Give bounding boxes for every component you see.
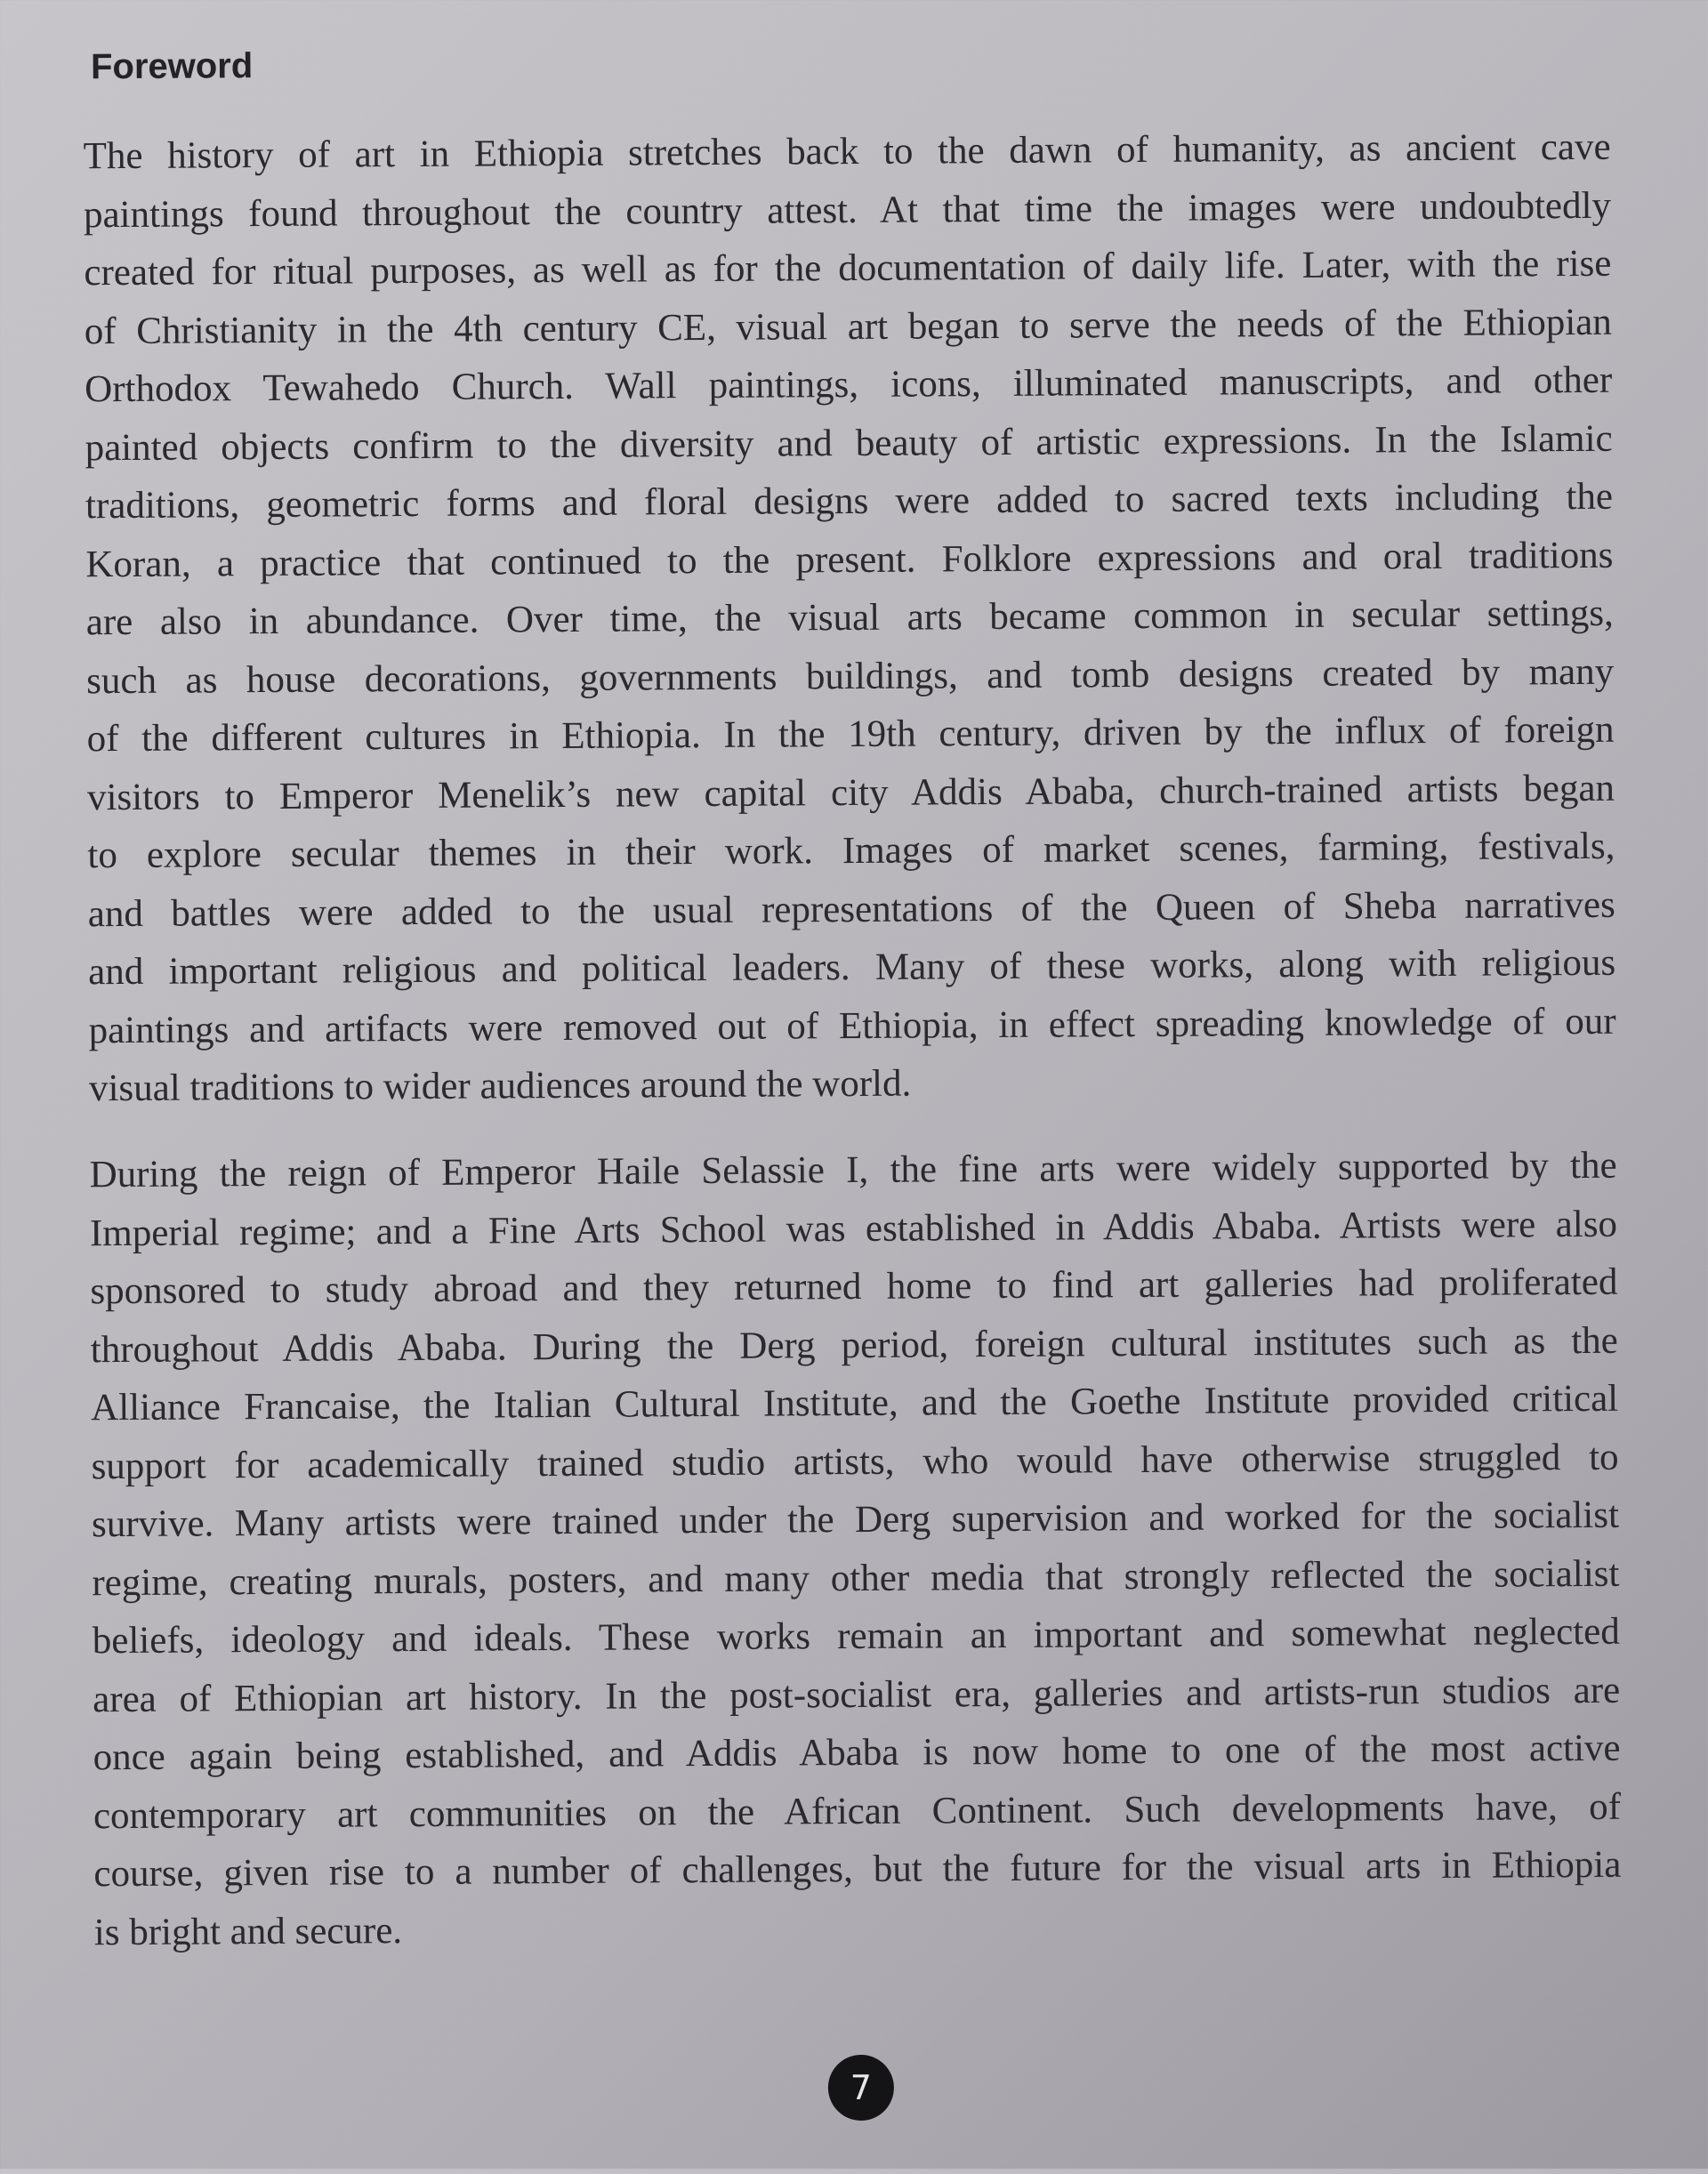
page-number-badge: 7: [828, 2055, 894, 2121]
paragraph-2: [89, 1137, 1622, 1961]
text-line: throughout Addis Ababa. During the Derg period, foreign cultural institutes such as the: [90, 1319, 1618, 1371]
text-line: is bright and secure.: [93, 1909, 403, 1953]
text-line: and important religious and political leaders. Many of these works, along with religious: [88, 941, 1616, 994]
text-line: regime, creating murals, posters, and many other media that strongly reflected the socialist: [92, 1552, 1620, 1604]
text-line: Imperial regime; and a Fine Arts School was established in Addis Ababa. Artists were also: [89, 1203, 1618, 1254]
text-line: sponsored to study abroad and they returned home to find art galleries had proliferated: [90, 1260, 1618, 1313]
text-line: painted objects confirm to the diversity and beauty of artistic expressions. In the Islamic: [85, 417, 1613, 469]
text-line: created for ritual purposes, as well as for the documentation of daily life. Later, with the rise: [84, 242, 1612, 294]
paragraph-1: [83, 118, 1616, 1118]
text-line: paintings found throughout the country attest. At that time the images were undoubtedly: [83, 184, 1612, 236]
text-line: During the reign of Emperor Haile Selassie I, the fine arts were widely supported by the: [89, 1144, 1617, 1196]
text-line: Koran, a practice that continued to the present. Folklore expressions and oral traditions: [85, 534, 1614, 585]
text-line: traditions, geometric forms and floral designs were added to sacred texts including the: [85, 475, 1614, 527]
text-line: of the different cultures in Ethiopia. In the 19th century, driven by the influx of foreign: [86, 708, 1615, 761]
text-line: of Christianity in the 4th century CE, visual art began to serve the needs of the Ethiopian: [84, 301, 1612, 352]
text-line: survive. Many artists were trained under the Derg supervision and worked for the socialist: [91, 1494, 1620, 1546]
text-line: are also in abundance. Over time, the visual arts became common in secular settings,: [85, 592, 1614, 644]
text-line: beliefs, ideology and ideals. These works remain an important and somewhat neglected: [92, 1610, 1620, 1663]
text-line: such as house decorations, governments buildings, and tomb designs created by many: [86, 650, 1615, 702]
text-line: Orthodox Tewahedo Church. Wall paintings, icons, illuminated manuscripts, and other: [85, 358, 1613, 411]
text-line: contemporary art communities on the African Continent. Such developments have, of: [93, 1785, 1622, 1837]
text-line: visual traditions to wider audiences around the world.: [88, 1062, 912, 1110]
text-line: Alliance Francaise, the Italian Cultural Institute, and the Goethe Institute provided critical: [91, 1377, 1619, 1429]
text-line: once again being established, and Addis Ababa is now home to one of the most active: [93, 1727, 1621, 1779]
section-heading: Foreword: [90, 46, 254, 87]
text-line: course, given rise to a number of challenges, but the future for the visual arts in Ethiopia: [93, 1843, 1622, 1896]
text-line: to explore secular themes in their work. Images of market scenes, farming, festivals,: [87, 825, 1615, 877]
text-line: area of Ethiopian art history. In the post-socialist era, galleries and artists-run studios are: [93, 1669, 1621, 1720]
text-line: support for academically trained studio artists, who would have otherwise struggled to: [91, 1436, 1619, 1487]
text-line: and battles were added to the usual representations of the Queen of Sheba narratives: [87, 883, 1615, 935]
text-line: paintings and artifacts were removed out of Ethiopia, in effect spreading knowledge of our: [88, 1000, 1616, 1051]
text-line: visitors to Emperor Menelik’s new capital city Addis Ababa, church-trained artists began: [86, 767, 1615, 818]
text-line: The history of art in Ethiopia stretches back to the dawn of humanity, as ancient cave: [83, 125, 1611, 178]
